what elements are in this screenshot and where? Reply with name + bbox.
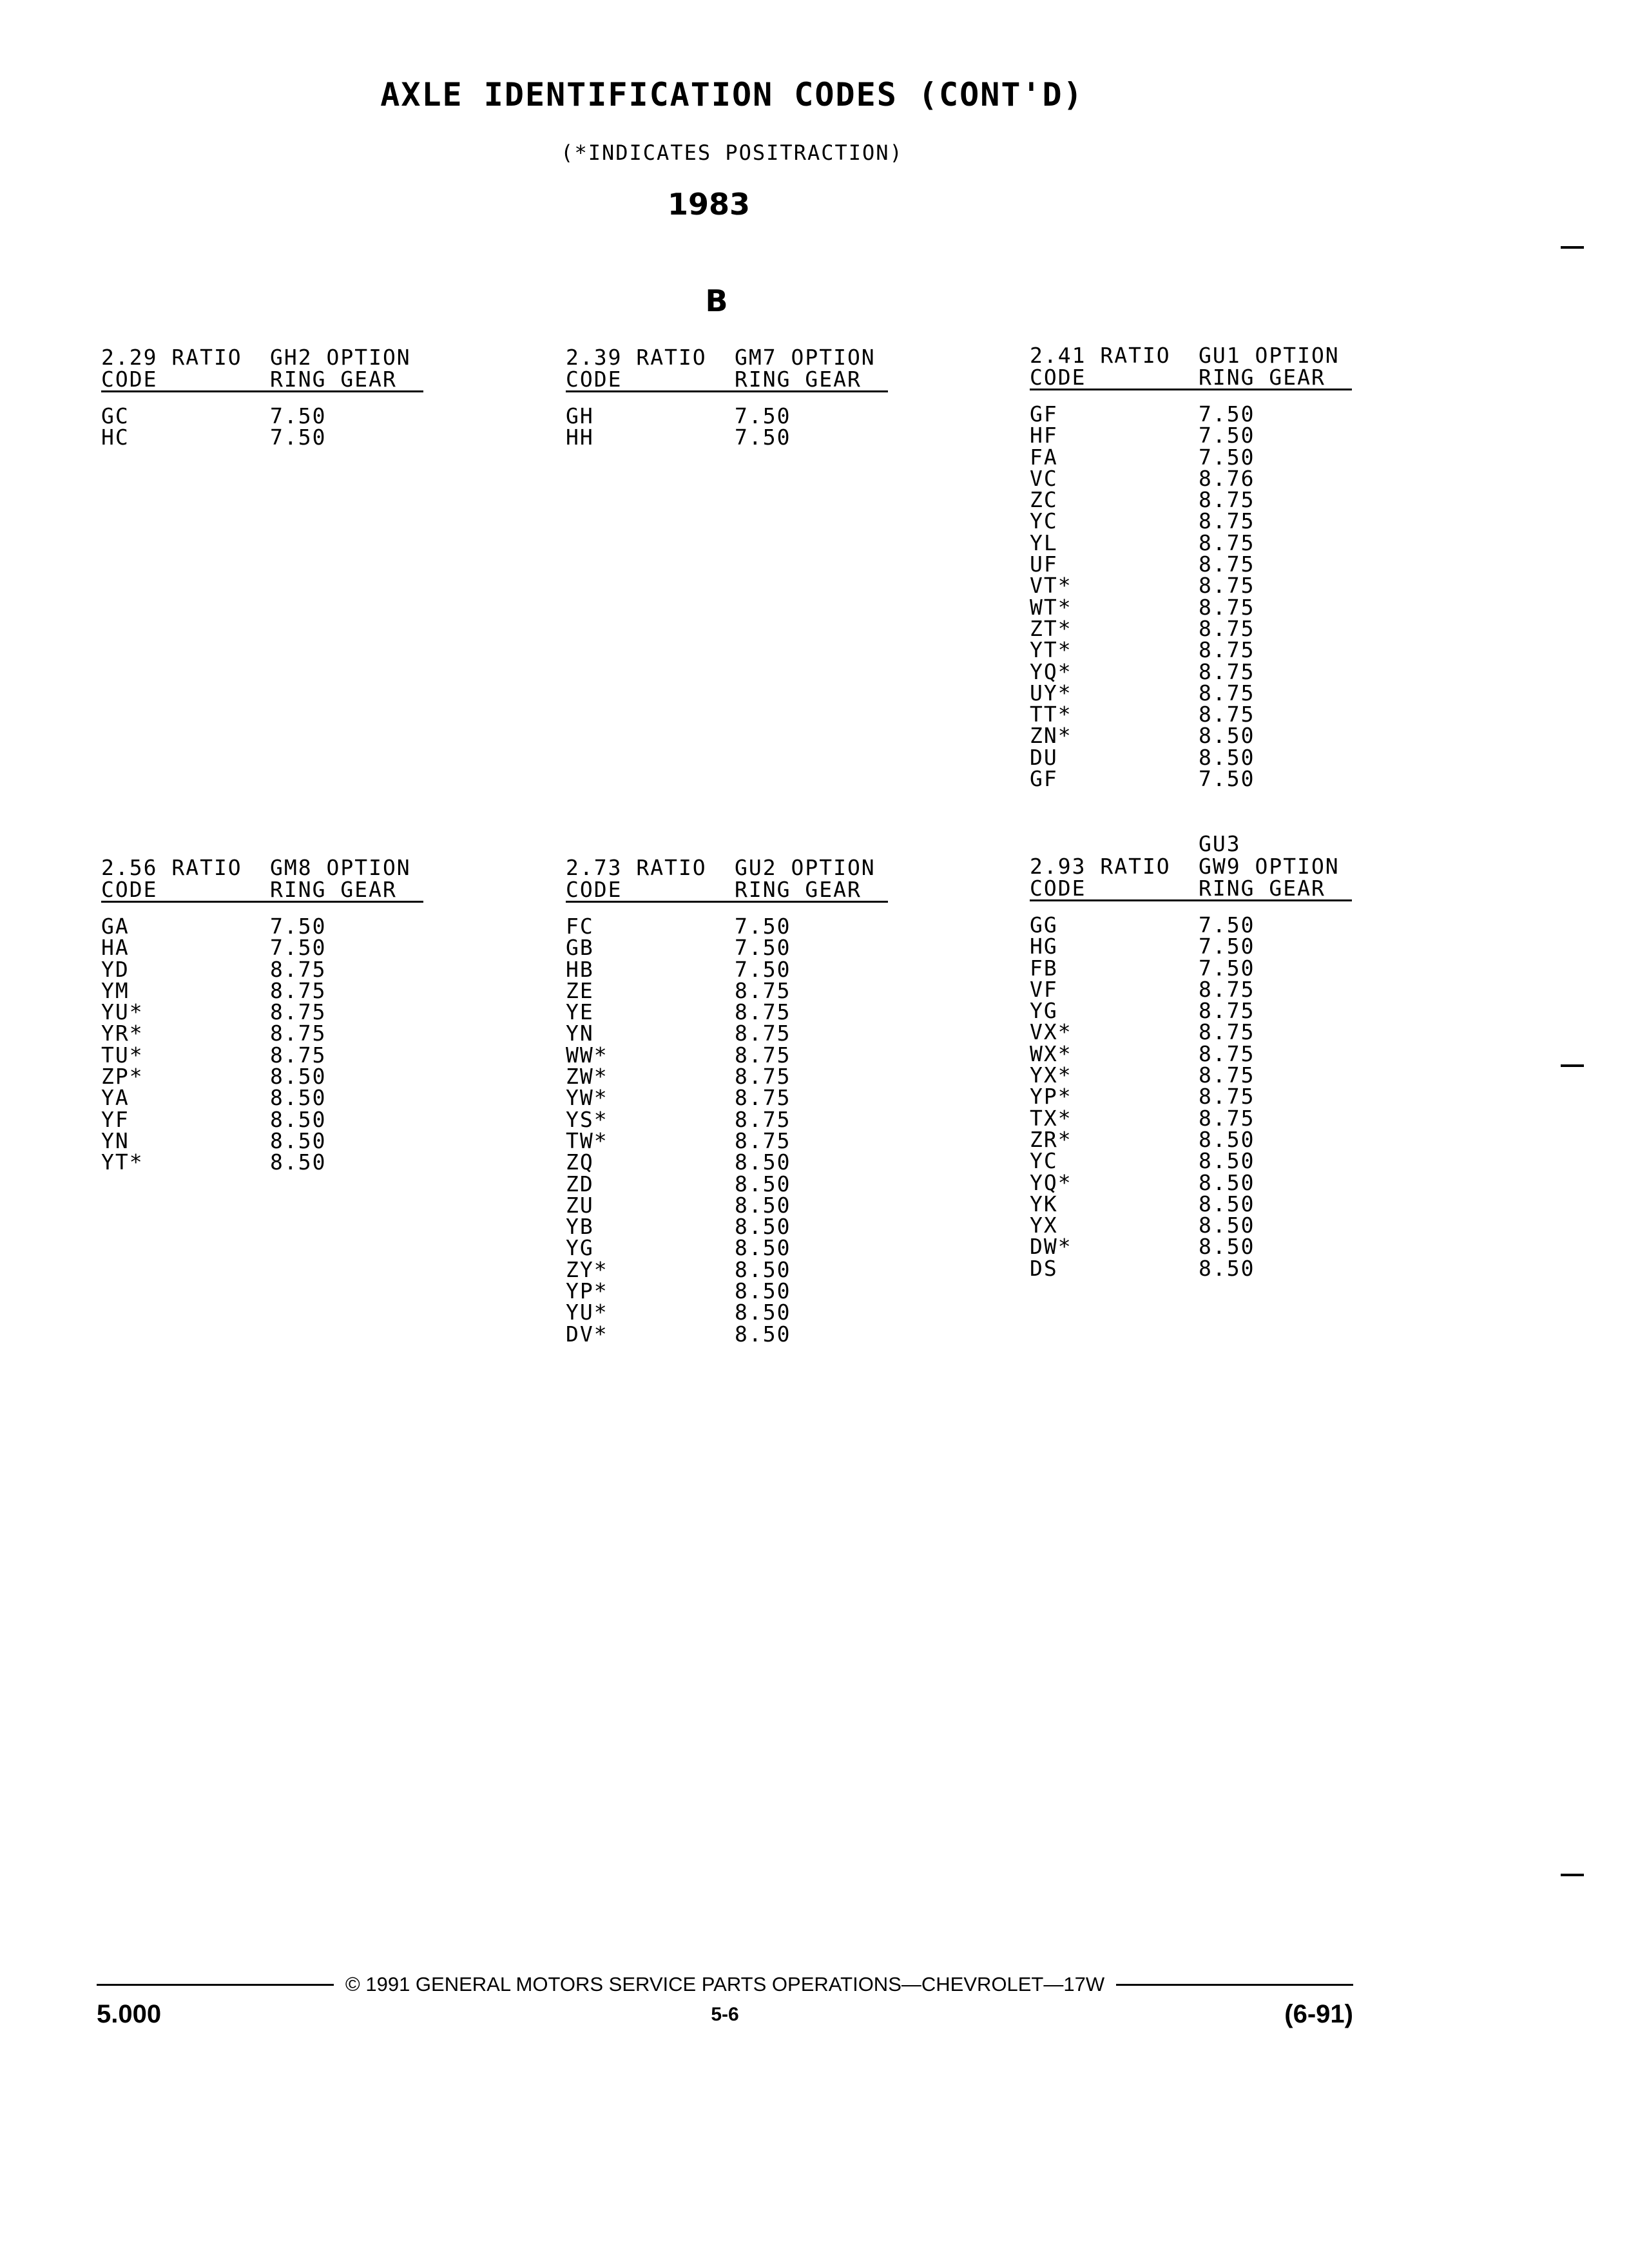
- ring-gear-size: 8.50: [735, 1256, 791, 1282]
- table-row: [566, 916, 888, 937]
- axle-code: GB: [566, 935, 594, 961]
- table-row: [1030, 532, 1352, 553]
- axle-code: WX*: [1030, 1041, 1072, 1066]
- option-label: GM7 OPTION: [735, 345, 876, 370]
- ring-gear-size: 8.75: [735, 1064, 791, 1090]
- ring-gear-size: 7.50: [1199, 934, 1255, 959]
- axle-code: YQ*: [1030, 658, 1072, 684]
- ratio-label: 2.29 RATIO: [101, 345, 242, 370]
- column-headers: [566, 879, 888, 903]
- axle-code: DU: [1030, 744, 1058, 770]
- axle-code: YK: [1030, 1191, 1058, 1216]
- footer-bottom: [97, 2000, 1353, 2031]
- option-label: GM8 OPTION: [270, 855, 411, 880]
- axle-code: UY*: [1030, 680, 1072, 706]
- axle-code: YU*: [566, 1300, 608, 1325]
- axle-code: GF: [1030, 401, 1058, 427]
- axle-code: TX*: [1030, 1105, 1072, 1131]
- table-row: [1030, 936, 1352, 957]
- axle-code: FC: [566, 914, 594, 939]
- axle-code: YW*: [566, 1085, 608, 1111]
- axle-code: HF: [1030, 423, 1058, 448]
- option-label: GH2 OPTION: [270, 345, 411, 370]
- table-row: [101, 1044, 423, 1066]
- table-heading: [1030, 856, 1352, 878]
- ring-gear-size: 8.75: [735, 1021, 791, 1046]
- axle-code: GC: [101, 403, 130, 428]
- ring-gear-header: RING GEAR: [735, 367, 862, 392]
- ring-gear-size: 8.75: [735, 1128, 791, 1153]
- axle-code: TT*: [1030, 702, 1072, 727]
- ring-gear-size: 8.50: [735, 1214, 791, 1240]
- ring-gear-size: 8.50: [735, 1149, 791, 1175]
- axle-code: YC: [1030, 1148, 1058, 1174]
- ring-gear-size: 8.75: [270, 1021, 327, 1046]
- table-heading: [566, 857, 888, 879]
- ring-gear-size: 8.50: [1199, 1191, 1255, 1216]
- ring-gear-size: 8.50: [270, 1085, 327, 1111]
- ring-gear-size: 8.75: [1199, 552, 1255, 577]
- table-row: [566, 1001, 888, 1023]
- ring-gear-header: RING GEAR: [1199, 365, 1325, 390]
- option-label: GW9 OPTION: [1199, 854, 1340, 879]
- code-header: CODE: [101, 877, 158, 902]
- ring-gear-size: 8.50: [1199, 1213, 1255, 1238]
- table-row: [1030, 744, 1352, 770]
- ring-gear-size: 7.50: [270, 935, 327, 961]
- ring-gear-size: 7.50: [735, 914, 791, 939]
- axle-code: ZT*: [1030, 615, 1072, 641]
- ring-gear-size: 8.75: [270, 956, 327, 982]
- ring-gear-size: 8.75: [1199, 658, 1255, 684]
- table-row: [101, 1151, 423, 1173]
- ring-gear-size: 8.50: [1199, 1169, 1255, 1195]
- axle-code: VC: [1030, 465, 1058, 491]
- axle-code: ZW*: [566, 1064, 608, 1090]
- table-row: [1030, 615, 1352, 641]
- ring-gear-size: 8.50: [1199, 1148, 1255, 1174]
- ring-gear-size: 7.50: [270, 403, 327, 428]
- ring-gear-size: 7.50: [1199, 401, 1255, 427]
- copyright: © 1991 GENERAL MOTORS SERVICE PARTS OPERATIONS—CHEVROLET—17W: [345, 1973, 1105, 1995]
- table-row: [101, 916, 423, 937]
- table-row: [566, 1280, 888, 1302]
- table-row: [1030, 1169, 1352, 1195]
- ring-gear-size: 7.50: [1199, 423, 1255, 448]
- column-headers: [1030, 367, 1352, 390]
- ring-gear-size: 8.75: [270, 999, 327, 1025]
- table-heading: [566, 347, 888, 369]
- page-footer: [97, 1972, 1353, 2031]
- ring-gear-size: 8.50: [270, 1064, 327, 1090]
- table-row: [566, 1044, 888, 1066]
- table-row: [1030, 553, 1352, 575]
- ring-gear-size: 7.50: [735, 935, 791, 961]
- table-row: [1030, 403, 1352, 425]
- table-heading: [101, 347, 423, 369]
- code-header: CODE: [1030, 876, 1086, 901]
- page-number: 5-6: [711, 2004, 739, 2025]
- table-rows: [566, 405, 888, 448]
- ratio-label: 2.39 RATIO: [566, 345, 707, 370]
- ring-gear-size: 8.75: [1199, 594, 1255, 620]
- table-row: [1030, 682, 1352, 704]
- table-row: [1030, 957, 1352, 979]
- axle-code: YN: [101, 1128, 130, 1153]
- axle-code: WW*: [566, 1042, 608, 1068]
- ratio-table: [566, 857, 888, 1345]
- footer-line-right: [1116, 1984, 1353, 1986]
- axle-code: WT*: [1030, 594, 1072, 620]
- ring-gear-size: 7.50: [1199, 444, 1255, 470]
- table-row: [1030, 1193, 1352, 1215]
- axle-code: YL: [1030, 530, 1058, 555]
- table-row: [1030, 998, 1352, 1024]
- table-row: [1030, 1126, 1352, 1152]
- ring-gear-header: RING GEAR: [270, 367, 397, 392]
- column-headers: [566, 369, 888, 392]
- axle-code: GA: [101, 914, 130, 939]
- axle-code: YD: [101, 956, 130, 982]
- table-row: [1030, 658, 1352, 684]
- ring-gear-size: 8.50: [270, 1149, 327, 1175]
- footer-rule: [97, 1972, 1353, 1997]
- table-rows: [101, 916, 423, 1173]
- axle-code: YC: [1030, 508, 1058, 534]
- table-row: [1030, 1043, 1352, 1064]
- footer-line-left: [97, 1984, 334, 1986]
- table-row: [1030, 425, 1352, 446]
- ratio-table: [1030, 832, 1352, 1279]
- ring-gear-size: 8.50: [270, 1106, 327, 1132]
- axle-code: YT*: [101, 1149, 144, 1175]
- table-row: [1030, 1064, 1352, 1086]
- axle-code: YP*: [566, 1278, 608, 1304]
- table-row: [1030, 1215, 1352, 1236]
- axle-code: DW*: [1030, 1234, 1072, 1260]
- table-row: [1030, 1234, 1352, 1260]
- ring-gear-size: 8.75: [1199, 1084, 1255, 1110]
- axle-code: YM: [101, 977, 130, 1003]
- axle-code: YP*: [1030, 1084, 1072, 1110]
- table-heading: [101, 857, 423, 879]
- ring-gear-size: 8.50: [1199, 1126, 1255, 1152]
- ring-gear-size: 8.50: [1199, 1255, 1255, 1281]
- axle-code: ZN*: [1030, 723, 1072, 749]
- axle-code: YG: [566, 1235, 594, 1261]
- extra-option-label: GU3: [1199, 831, 1241, 856]
- axle-code: YB: [566, 1214, 594, 1240]
- table-row: [566, 1085, 888, 1111]
- ring-gear-size: 8.75: [1199, 680, 1255, 706]
- ring-gear-size: 8.50: [735, 1300, 791, 1325]
- ring-gear-size: 8.75: [1199, 1062, 1255, 1088]
- table-row: [566, 1235, 888, 1261]
- table-row: [1030, 510, 1352, 532]
- table-row: [566, 1023, 888, 1044]
- ring-gear-size: 8.76: [1199, 465, 1255, 491]
- ring-gear-size: 8.50: [1199, 744, 1255, 770]
- table-row: [566, 1130, 888, 1151]
- table-rows: [1030, 914, 1352, 1279]
- ring-gear-size: 8.75: [735, 977, 791, 1003]
- ring-gear-header: RING GEAR: [735, 877, 862, 902]
- table-row: [1030, 444, 1352, 470]
- table-row: [566, 1214, 888, 1240]
- table-row: [566, 405, 888, 427]
- ring-gear-size: 8.50: [1199, 723, 1255, 749]
- column-headers: [101, 879, 423, 903]
- axle-code: HC: [101, 425, 130, 450]
- table-row: [101, 1023, 423, 1044]
- axle-code: ZC: [1030, 487, 1058, 513]
- axle-code: YA: [101, 1085, 130, 1111]
- table-row: [101, 1001, 423, 1023]
- axle-code: YR*: [101, 1021, 144, 1046]
- ring-gear-header: RING GEAR: [1199, 876, 1325, 901]
- table-row: [1030, 1255, 1352, 1281]
- table-row: [566, 1192, 888, 1218]
- table-row: [101, 405, 423, 427]
- table-row: [1030, 465, 1352, 491]
- ring-gear-size: 8.50: [735, 1278, 791, 1304]
- table-rows: [1030, 401, 1352, 792]
- axle-code: DS: [1030, 1255, 1058, 1281]
- axle-code: ZU: [566, 1192, 594, 1218]
- axle-code: YX: [1030, 1213, 1058, 1238]
- ratio-label: 2.56 RATIO: [101, 855, 242, 880]
- axle-code: YF: [101, 1106, 130, 1132]
- ring-gear-size: 8.50: [735, 1321, 791, 1347]
- section-number: 5.000: [97, 2000, 162, 2028]
- ring-gear-size: 7.50: [1199, 766, 1255, 792]
- table-row: [101, 1064, 423, 1090]
- axle-code: FA: [1030, 444, 1058, 470]
- ring-gear-size: 8.75: [1199, 998, 1255, 1024]
- axle-code: YU*: [101, 999, 144, 1025]
- ring-gear-size: 7.50: [270, 425, 327, 450]
- ring-gear-size: 7.50: [735, 403, 791, 428]
- revision-date: (6-91): [1284, 2000, 1353, 2028]
- table-row: [566, 1302, 888, 1323]
- table-row: [566, 1173, 888, 1195]
- code-header: CODE: [1030, 365, 1086, 390]
- axle-code: GH: [566, 403, 594, 428]
- margin-mark: [1561, 1064, 1584, 1067]
- axle-code: ZY*: [566, 1256, 608, 1282]
- axle-code: ZE: [566, 977, 594, 1003]
- table-row: [101, 956, 423, 982]
- axle-code: ZD: [566, 1171, 594, 1196]
- axle-code: GF: [1030, 766, 1058, 792]
- ring-gear-size: 8.75: [1199, 976, 1255, 1002]
- ratio-table: [101, 857, 423, 1173]
- ratio-label: 2.93 RATIO: [1030, 854, 1171, 879]
- ring-gear-size: 8.75: [1199, 530, 1255, 555]
- table-row: [101, 427, 423, 448]
- ratio-label: 2.73 RATIO: [566, 855, 707, 880]
- section-letter: B: [705, 284, 728, 318]
- ring-gear-size: 7.50: [1199, 912, 1255, 937]
- table-row: [566, 427, 888, 448]
- axle-code: UF: [1030, 552, 1058, 577]
- table-rows: [101, 405, 423, 448]
- ratio-table: [1030, 343, 1352, 792]
- axle-code: TW*: [566, 1128, 608, 1153]
- ring-gear-size: 8.75: [1199, 1019, 1255, 1045]
- positraction-note: (*INDICATES POSITRACTION): [561, 140, 903, 165]
- table-row: [1030, 1084, 1352, 1110]
- table-row: [1030, 723, 1352, 749]
- code-header: CODE: [566, 367, 622, 392]
- axle-code: YN: [566, 1021, 594, 1046]
- axle-code: YG: [1030, 998, 1058, 1024]
- ring-gear-size: 8.75: [1199, 508, 1255, 534]
- table-row: [1030, 573, 1352, 599]
- table-rows: [566, 916, 888, 1345]
- table-row: [1030, 1148, 1352, 1174]
- axle-code: ZQ: [566, 1149, 594, 1175]
- table-row: [566, 1151, 888, 1173]
- axle-code: VF: [1030, 976, 1058, 1002]
- ring-gear-size: 7.50: [735, 956, 791, 982]
- axle-code: ZR*: [1030, 1126, 1072, 1152]
- margin-mark: [1561, 1874, 1584, 1876]
- ring-gear-size: 8.75: [270, 1042, 327, 1068]
- table-row: [566, 1323, 888, 1345]
- table-row: [101, 977, 423, 1003]
- model-year: 1983: [667, 187, 751, 222]
- ring-gear-size: 7.50: [735, 425, 791, 450]
- ring-gear-size: 8.75: [735, 1085, 791, 1111]
- table-heading: [1030, 345, 1352, 367]
- table-row: [1030, 594, 1352, 620]
- ring-gear-size: 8.50: [735, 1235, 791, 1261]
- axle-code: HA: [101, 935, 130, 961]
- axle-code: HG: [1030, 934, 1058, 959]
- table-row: [1030, 976, 1352, 1002]
- ring-gear-size: 8.75: [735, 1042, 791, 1068]
- table-row: [1030, 1105, 1352, 1131]
- ring-gear-size: 8.75: [735, 999, 791, 1025]
- table-row: [1030, 637, 1352, 663]
- margin-mark: [1561, 246, 1584, 249]
- axle-code: TU*: [101, 1042, 144, 1068]
- ring-gear-size: 7.50: [270, 914, 327, 939]
- axle-code: YS*: [566, 1106, 608, 1132]
- page-title: AXLE IDENTIFICATION CODES (CONT'D): [380, 76, 1084, 113]
- option-label: GU1 OPTION: [1199, 343, 1340, 368]
- axle-code: ZP*: [101, 1064, 144, 1090]
- ratio-label: 2.41 RATIO: [1030, 343, 1171, 368]
- ring-gear-size: 8.75: [735, 1106, 791, 1132]
- ring-gear-size: 8.50: [1199, 1234, 1255, 1260]
- table-row: [566, 1064, 888, 1090]
- ratio-table: [101, 347, 423, 448]
- column-headers: [1030, 878, 1352, 901]
- ring-gear-size: 8.50: [270, 1128, 327, 1153]
- table-row: [566, 956, 888, 982]
- table-row: [101, 1106, 423, 1132]
- ratio-table: [566, 347, 888, 448]
- axle-code: DV*: [566, 1321, 608, 1347]
- ring-gear-size: 8.50: [735, 1192, 791, 1218]
- axle-code: VT*: [1030, 573, 1072, 599]
- table-row: [1030, 487, 1352, 513]
- axle-code: YQ*: [1030, 1169, 1072, 1195]
- table-row: [101, 1085, 423, 1111]
- table-row: [566, 977, 888, 1003]
- ring-gear-size: 8.75: [1199, 1041, 1255, 1066]
- table-row: [101, 935, 423, 961]
- axle-code: VX*: [1030, 1019, 1072, 1045]
- ring-gear-size: 8.75: [1199, 573, 1255, 599]
- table-row: [1030, 704, 1352, 725]
- column-headers: [101, 369, 423, 392]
- axle-code: YT*: [1030, 637, 1072, 663]
- ring-gear-size: 8.75: [1199, 1105, 1255, 1131]
- ring-gear-size: 8.50: [735, 1171, 791, 1196]
- table-row: [1030, 766, 1352, 792]
- ring-gear-size: 8.75: [1199, 702, 1255, 727]
- ring-gear-size: 8.75: [270, 977, 327, 1003]
- ring-gear-size: 8.75: [1199, 637, 1255, 663]
- axle-code: HH: [566, 425, 594, 450]
- table-row: [101, 1130, 423, 1151]
- axle-code: FB: [1030, 955, 1058, 981]
- table-row: [1030, 1021, 1352, 1043]
- ring-gear-size: 8.75: [1199, 615, 1255, 641]
- table-row: [566, 1256, 888, 1282]
- code-header: CODE: [101, 367, 158, 392]
- axle-code: HB: [566, 956, 594, 982]
- table-row: [566, 1106, 888, 1132]
- table-row: [1030, 914, 1352, 936]
- axle-code: YE: [566, 999, 594, 1025]
- ring-gear-header: RING GEAR: [270, 877, 397, 902]
- axle-code: YX*: [1030, 1062, 1072, 1088]
- table-row: [566, 935, 888, 961]
- axle-code: GG: [1030, 912, 1058, 937]
- ring-gear-size: 7.50: [1199, 955, 1255, 981]
- code-header: CODE: [566, 877, 622, 902]
- option-label: GU2 OPTION: [735, 855, 876, 880]
- ring-gear-size: 8.75: [1199, 487, 1255, 513]
